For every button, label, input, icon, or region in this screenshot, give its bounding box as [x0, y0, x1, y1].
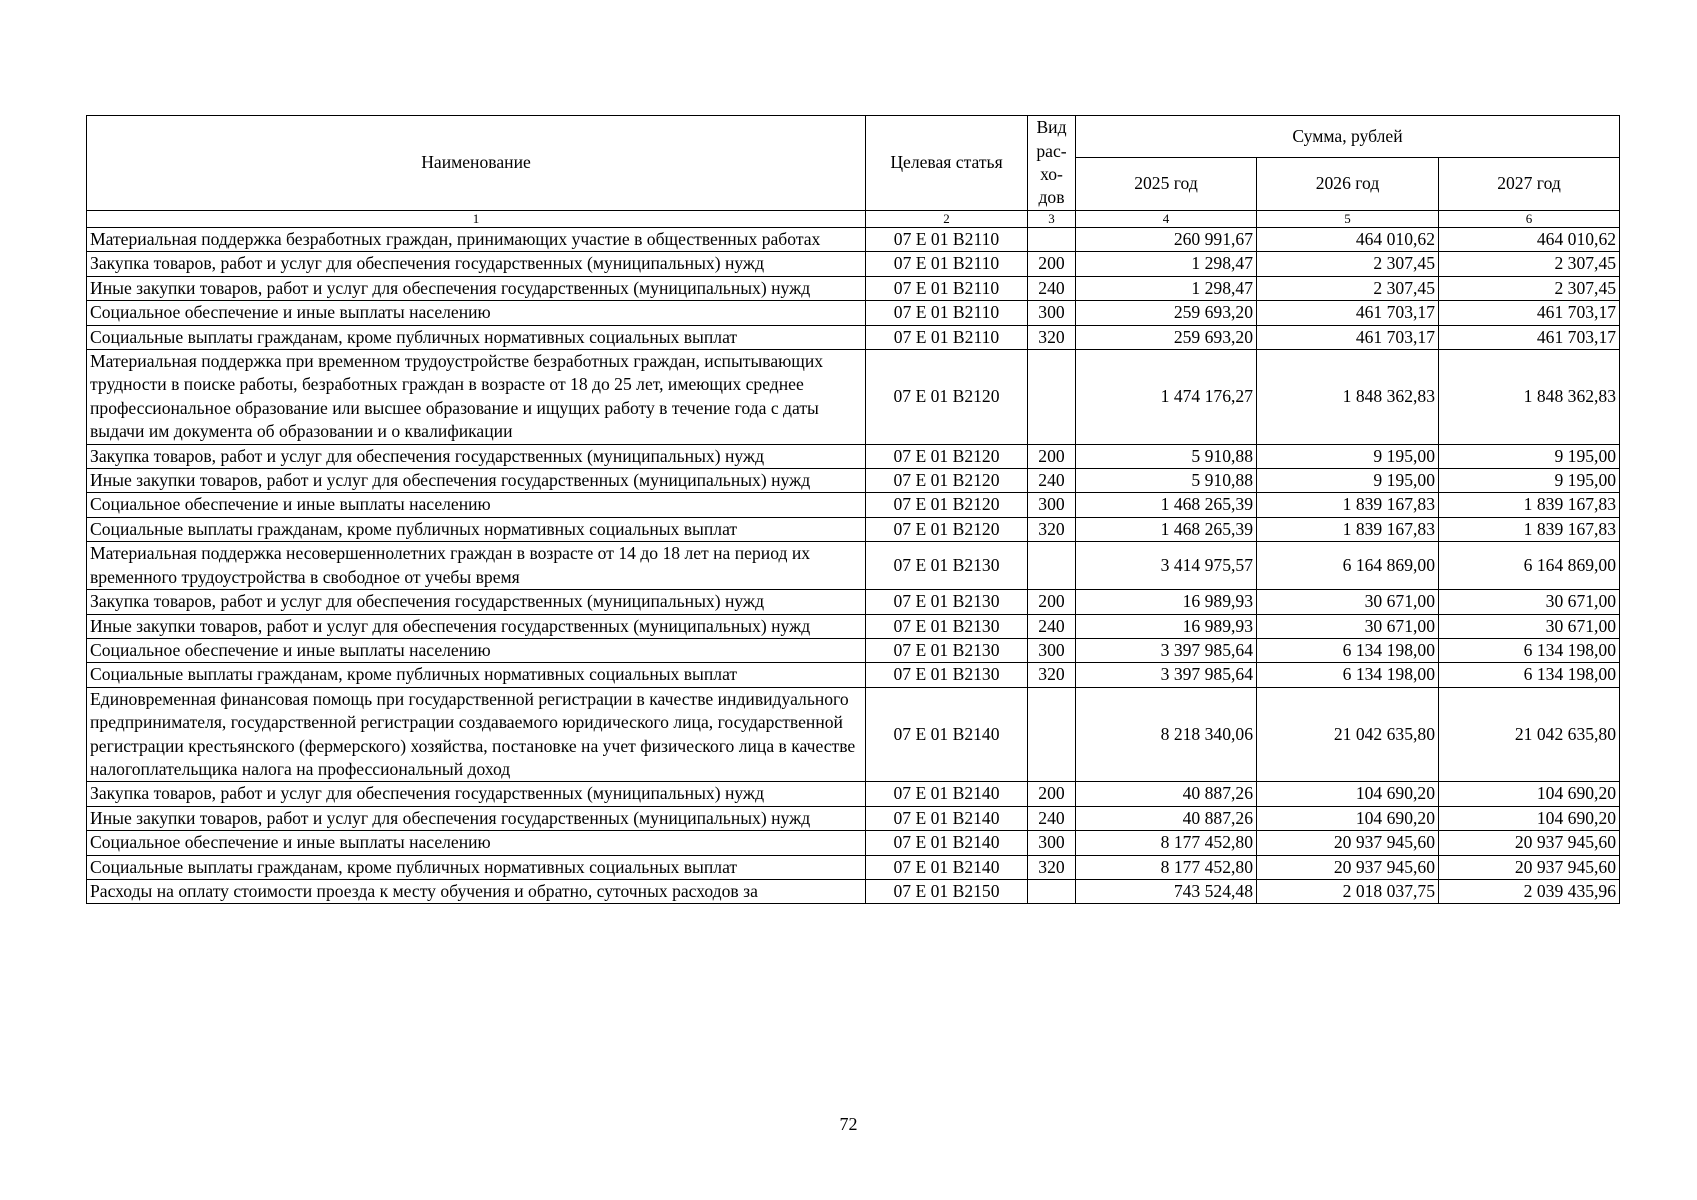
row-name: Социальное обеспечение и иные выплаты населению — [87, 493, 866, 517]
row-name: Иные закупки товаров, работ и услуг для обеспечения государственных (муниципальных) нужд — [87, 469, 866, 493]
row-sum-2026: 1 839 167,83 — [1257, 517, 1439, 541]
row-expense-type: 200 — [1028, 782, 1076, 806]
row-sum-2026: 461 703,17 — [1257, 325, 1439, 349]
row-sum-2025: 5 910,88 — [1076, 469, 1257, 493]
row-expense-type — [1028, 350, 1076, 445]
row-sum-2026: 20 937 945,60 — [1257, 831, 1439, 855]
row-sum-2027: 461 703,17 — [1439, 325, 1620, 349]
row-sum-2026: 2 018 037,75 — [1257, 879, 1439, 903]
table-row — [87, 350, 1620, 445]
row-target-code: 07 Е 01 В2110 — [866, 301, 1028, 325]
row-sum-2025: 8 218 340,06 — [1076, 687, 1257, 782]
table-row — [87, 542, 1620, 590]
row-target-code: 07 Е 01 В2120 — [866, 493, 1028, 517]
table-row — [87, 517, 1620, 541]
row-target-code: 07 Е 01 В2110 — [866, 228, 1028, 252]
row-sum-2026: 6 164 869,00 — [1257, 542, 1439, 590]
row-target-code: 07 Е 01 В2110 — [866, 252, 1028, 276]
row-sum-2025: 40 887,26 — [1076, 806, 1257, 830]
row-name: Закупка товаров, работ и услуг для обеспечения государственных (муниципальных) нужд — [87, 590, 866, 614]
row-sum-2027: 6 134 198,00 — [1439, 638, 1620, 662]
row-sum-2026: 30 671,00 — [1257, 590, 1439, 614]
row-sum-2025: 16 989,93 — [1076, 590, 1257, 614]
row-target-code: 07 Е 01 В2140 — [866, 855, 1028, 879]
row-expense-type: 240 — [1028, 806, 1076, 830]
row-sum-2026: 6 134 198,00 — [1257, 638, 1439, 662]
row-expense-type — [1028, 687, 1076, 782]
row-expense-type — [1028, 228, 1076, 252]
row-sum-2026: 464 010,62 — [1257, 228, 1439, 252]
row-sum-2026: 21 042 635,80 — [1257, 687, 1439, 782]
row-sum-2025: 260 991,67 — [1076, 228, 1257, 252]
table-row — [87, 252, 1620, 276]
row-sum-2025: 259 693,20 — [1076, 301, 1257, 325]
row-sum-2025: 1 298,47 — [1076, 252, 1257, 276]
row-sum-2026: 1 848 362,83 — [1257, 350, 1439, 445]
table-row — [87, 493, 1620, 517]
row-sum-2027: 2 307,45 — [1439, 276, 1620, 300]
row-sum-2027: 1 839 167,83 — [1439, 517, 1620, 541]
row-sum-2025: 743 524,48 — [1076, 879, 1257, 903]
row-expense-type: 200 — [1028, 444, 1076, 468]
row-expense-type: 200 — [1028, 590, 1076, 614]
table-row — [87, 879, 1620, 903]
header-sum: Сумма, рублей — [1076, 116, 1620, 158]
header-year-2027: 2027 год — [1439, 158, 1620, 211]
row-sum-2027: 9 195,00 — [1439, 444, 1620, 468]
row-sum-2026: 30 671,00 — [1257, 614, 1439, 638]
table-row — [87, 301, 1620, 325]
row-expense-type: 240 — [1028, 614, 1076, 638]
row-name: Социальные выплаты гражданам, кроме публичных нормативных социальных выплат — [87, 663, 866, 687]
row-target-code: 07 Е 01 В2110 — [866, 325, 1028, 349]
table-row — [87, 228, 1620, 252]
row-sum-2027: 104 690,20 — [1439, 782, 1620, 806]
row-target-code: 07 Е 01 В2130 — [866, 590, 1028, 614]
header-code: Целевая статья — [866, 116, 1028, 211]
row-name: Закупка товаров, работ и услуг для обеспечения государственных (муниципальных) нужд — [87, 782, 866, 806]
row-target-code: 07 Е 01 В2140 — [866, 782, 1028, 806]
row-sum-2027: 6 164 869,00 — [1439, 542, 1620, 590]
header-year-2026: 2026 год — [1257, 158, 1439, 211]
row-name: Закупка товаров, работ и услуг для обеспечения государственных (муниципальных) нужд — [87, 444, 866, 468]
row-sum-2025: 1 468 265,39 — [1076, 517, 1257, 541]
table-row — [87, 663, 1620, 687]
row-name: Материальная поддержка несовершеннолетних граждан в возрасте от 14 до 18 лет на период их временного трудоустройства в свободное от учебы время — [87, 542, 866, 590]
row-sum-2026: 104 690,20 — [1257, 806, 1439, 830]
row-sum-2025: 5 910,88 — [1076, 444, 1257, 468]
row-target-code: 07 Е 01 В2140 — [866, 806, 1028, 830]
row-name: Социальные выплаты гражданам, кроме публичных нормативных социальных выплат — [87, 325, 866, 349]
row-target-code: 07 Е 01 В2130 — [866, 663, 1028, 687]
row-sum-2027: 20 937 945,60 — [1439, 855, 1620, 879]
row-sum-2025: 3 414 975,57 — [1076, 542, 1257, 590]
row-name: Социальные выплаты гражданам, кроме публичных нормативных социальных выплат — [87, 855, 866, 879]
row-name: Иные закупки товаров, работ и услуг для обеспечения государственных (муниципальных) нужд — [87, 614, 866, 638]
row-sum-2026: 461 703,17 — [1257, 301, 1439, 325]
row-expense-type: 300 — [1028, 301, 1076, 325]
row-target-code: 07 Е 01 В2140 — [866, 831, 1028, 855]
column-number: 6 — [1439, 211, 1620, 228]
row-sum-2027: 1 839 167,83 — [1439, 493, 1620, 517]
table-row — [87, 276, 1620, 300]
row-expense-type: 240 — [1028, 276, 1076, 300]
column-number: 3 — [1028, 211, 1076, 228]
table-row — [87, 782, 1620, 806]
column-number: 5 — [1257, 211, 1439, 228]
row-name: Социальные выплаты гражданам, кроме публичных нормативных социальных выплат — [87, 517, 866, 541]
row-expense-type — [1028, 879, 1076, 903]
row-name: Закупка товаров, работ и услуг для обеспечения государственных (муниципальных) нужд — [87, 252, 866, 276]
row-sum-2027: 21 042 635,80 — [1439, 687, 1620, 782]
row-expense-type: 300 — [1028, 638, 1076, 662]
row-target-code: 07 Е 01 В2120 — [866, 350, 1028, 445]
row-target-code: 07 Е 01 В2110 — [866, 276, 1028, 300]
row-sum-2026: 104 690,20 — [1257, 782, 1439, 806]
row-sum-2025: 1 468 265,39 — [1076, 493, 1257, 517]
row-sum-2027: 6 134 198,00 — [1439, 663, 1620, 687]
row-target-code: 07 Е 01 В2130 — [866, 614, 1028, 638]
column-number: 2 — [866, 211, 1028, 228]
row-target-code: 07 Е 01 В2130 — [866, 638, 1028, 662]
row-sum-2026: 6 134 198,00 — [1257, 663, 1439, 687]
row-sum-2026: 2 307,45 — [1257, 276, 1439, 300]
row-expense-type: 320 — [1028, 517, 1076, 541]
row-sum-2027: 1 848 362,83 — [1439, 350, 1620, 445]
row-sum-2027: 461 703,17 — [1439, 301, 1620, 325]
row-sum-2027: 2 039 435,96 — [1439, 879, 1620, 903]
row-sum-2027: 9 195,00 — [1439, 469, 1620, 493]
row-sum-2025: 8 177 452,80 — [1076, 831, 1257, 855]
budget-table — [86, 115, 1620, 904]
row-expense-type — [1028, 542, 1076, 590]
table-body — [87, 228, 1620, 904]
row-sum-2025: 3 397 985,64 — [1076, 638, 1257, 662]
row-expense-type: 320 — [1028, 855, 1076, 879]
row-sum-2027: 464 010,62 — [1439, 228, 1620, 252]
row-sum-2026: 9 195,00 — [1257, 469, 1439, 493]
row-target-code: 07 Е 01 В2140 — [866, 687, 1028, 782]
row-name: Социальное обеспечение и иные выплаты населению — [87, 638, 866, 662]
row-sum-2025: 259 693,20 — [1076, 325, 1257, 349]
row-name: Единовременная финансовая помощь при государственной регистрации в качестве индивидуального предпринимателя, государственной регистрации создаваемого юридического лица, государственной регистрации крестьянского (фермерского) хозяйства, постановке на учет физического лица в качестве налогоплательщика налога на профессиональный доход — [87, 687, 866, 782]
table-row — [87, 638, 1620, 662]
row-sum-2027: 2 307,45 — [1439, 252, 1620, 276]
row-sum-2026: 20 937 945,60 — [1257, 855, 1439, 879]
row-name: Материальная поддержка при временном трудоустройстве безработных граждан, испытывающих трудности в поиске работы, безработных граждан в возрасте от 18 до 25 лет, имеющих среднее профессиональное образование или высшее образование и ищущих работу в течение года с даты выдачи им документа об образовании и о квалификации — [87, 350, 866, 445]
table-row — [87, 469, 1620, 493]
column-number: 1 — [87, 211, 866, 228]
column-number: 4 — [1076, 211, 1257, 228]
table-row — [87, 687, 1620, 782]
row-sum-2027: 30 671,00 — [1439, 590, 1620, 614]
header-year-2025: 2025 год — [1076, 158, 1257, 211]
budget-table-sheet — [86, 115, 1619, 904]
row-expense-type: 200 — [1028, 252, 1076, 276]
header-name: Наименование — [87, 116, 866, 211]
row-name: Расходы на оплату стоимости проезда к месту обучения и обратно, суточных расходов за — [87, 879, 866, 903]
row-target-code: 07 Е 01 В2150 — [866, 879, 1028, 903]
table-row — [87, 855, 1620, 879]
row-sum-2026: 1 839 167,83 — [1257, 493, 1439, 517]
row-sum-2027: 104 690,20 — [1439, 806, 1620, 830]
row-sum-2025: 1 474 176,27 — [1076, 350, 1257, 445]
row-name: Социальное обеспечение и иные выплаты населению — [87, 831, 866, 855]
row-expense-type: 300 — [1028, 493, 1076, 517]
table-row — [87, 806, 1620, 830]
row-target-code: 07 Е 01 В2120 — [866, 469, 1028, 493]
row-name: Социальное обеспечение и иные выплаты населению — [87, 301, 866, 325]
row-expense-type: 320 — [1028, 325, 1076, 349]
row-expense-type: 300 — [1028, 831, 1076, 855]
row-name: Иные закупки товаров, работ и услуг для обеспечения государственных (муниципальных) нужд — [87, 806, 866, 830]
row-name: Материальная поддержка безработных граждан, принимающих участие в общественных работах — [87, 228, 866, 252]
row-sum-2025: 1 298,47 — [1076, 276, 1257, 300]
row-target-code: 07 Е 01 В2120 — [866, 517, 1028, 541]
row-sum-2027: 20 937 945,60 — [1439, 831, 1620, 855]
table-row — [87, 614, 1620, 638]
row-expense-type: 240 — [1028, 469, 1076, 493]
row-sum-2025: 8 177 452,80 — [1076, 855, 1257, 879]
row-sum-2026: 2 307,45 — [1257, 252, 1439, 276]
header-expense-type: Вид рас-хо-дов — [1028, 116, 1076, 211]
row-target-code: 07 Е 01 В2130 — [866, 542, 1028, 590]
row-target-code: 07 Е 01 В2120 — [866, 444, 1028, 468]
row-sum-2025: 3 397 985,64 — [1076, 663, 1257, 687]
table-row — [87, 831, 1620, 855]
row-sum-2025: 40 887,26 — [1076, 782, 1257, 806]
table-row — [87, 325, 1620, 349]
table-row — [87, 444, 1620, 468]
row-sum-2027: 30 671,00 — [1439, 614, 1620, 638]
row-name: Иные закупки товаров, работ и услуг для обеспечения государственных (муниципальных) нужд — [87, 276, 866, 300]
row-expense-type: 320 — [1028, 663, 1076, 687]
row-sum-2025: 16 989,93 — [1076, 614, 1257, 638]
table-row — [87, 590, 1620, 614]
row-sum-2026: 9 195,00 — [1257, 444, 1439, 468]
page-number: 72 — [839, 1114, 858, 1134]
